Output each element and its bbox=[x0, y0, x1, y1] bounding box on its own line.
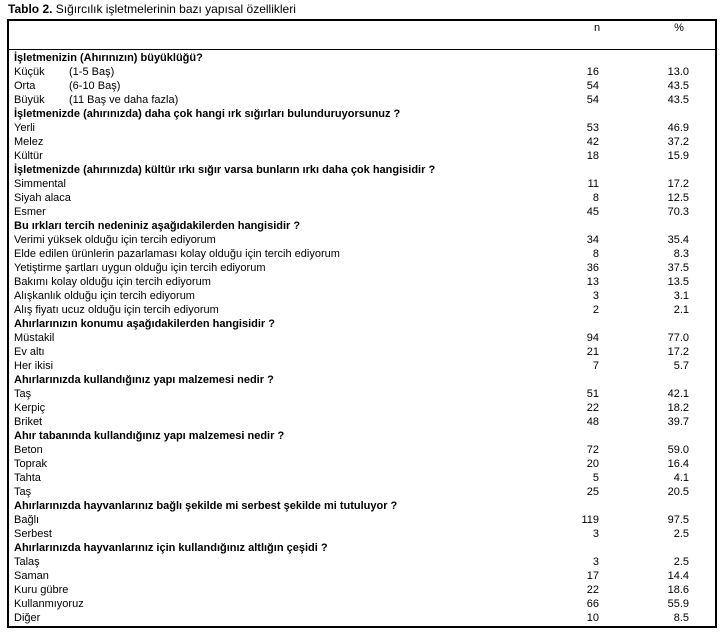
row-label: Bakımı kolay olduğu için tercih ediyorum bbox=[14, 276, 211, 288]
row-label: Toprak bbox=[14, 458, 48, 470]
row-percent-value: 16.4 bbox=[667, 458, 689, 470]
row-label-cell bbox=[14, 471, 41, 485]
header-percent: % bbox=[674, 22, 684, 34]
row-percent-value: 43.5 bbox=[667, 80, 689, 92]
row-percent-value: 17.2 bbox=[667, 178, 689, 190]
table-row bbox=[9, 65, 715, 79]
header-n: n bbox=[593, 22, 601, 34]
table-row bbox=[9, 527, 715, 541]
section-heading bbox=[9, 51, 715, 65]
row-percent-value: 3.1 bbox=[673, 290, 689, 302]
table-row bbox=[9, 121, 715, 135]
table-row bbox=[9, 233, 715, 247]
row-label-cell bbox=[14, 65, 115, 79]
row-percent-value: 17.2 bbox=[667, 346, 689, 358]
row-label: Kültür bbox=[14, 150, 43, 162]
row-percent-value: 46.9 bbox=[667, 122, 689, 134]
row-label-cell bbox=[14, 457, 47, 471]
row-label-cell bbox=[14, 611, 40, 625]
row-n-value: 7 bbox=[592, 360, 599, 372]
row-label: Esmer bbox=[14, 206, 46, 218]
table-row bbox=[9, 135, 715, 149]
row-percent-value: 2.1 bbox=[673, 304, 689, 316]
table-row bbox=[9, 387, 715, 401]
table-row bbox=[9, 359, 715, 373]
section-heading bbox=[9, 317, 715, 331]
section-heading bbox=[9, 499, 715, 513]
row-label-cell bbox=[14, 387, 31, 401]
row-sublabel: (11 Baş ve daha fazla) bbox=[69, 94, 179, 106]
row-label: Talaş bbox=[14, 556, 40, 568]
row-label: Diğer bbox=[14, 612, 41, 624]
row-label: Kullanmıyoruz bbox=[14, 598, 84, 610]
row-n-value: 16 bbox=[586, 66, 599, 78]
table-row bbox=[9, 485, 715, 499]
row-n-value: 48 bbox=[586, 416, 599, 428]
row-label-cell bbox=[14, 527, 52, 541]
row-label-cell bbox=[14, 303, 219, 317]
row-label-cell bbox=[14, 149, 43, 163]
row-n-value: 8 bbox=[592, 192, 599, 204]
table-row bbox=[9, 261, 715, 275]
row-label-cell bbox=[14, 569, 49, 583]
table-row bbox=[9, 569, 715, 583]
row-n-value: 94 bbox=[586, 332, 599, 344]
table-row bbox=[9, 597, 715, 611]
table-row bbox=[9, 149, 715, 163]
row-label: Her ikisi bbox=[14, 360, 54, 372]
row-label: Elde edilen ürünlerin pazarlaması kolay olduğu için tercih ediyorum bbox=[14, 248, 340, 260]
row-n-value: 51 bbox=[586, 388, 599, 400]
table-row bbox=[9, 555, 715, 569]
row-percent-value: 42.1 bbox=[667, 388, 689, 400]
row-label: Saman bbox=[14, 570, 49, 582]
section-heading bbox=[9, 541, 715, 555]
row-label-cell bbox=[14, 121, 35, 135]
row-n-value: 11 bbox=[587, 178, 599, 190]
row-label: Ev altı bbox=[14, 346, 45, 358]
row-label: Serbest bbox=[14, 528, 52, 540]
row-n-value: 54 bbox=[586, 94, 599, 106]
table-row bbox=[9, 611, 715, 625]
row-label-cell bbox=[14, 191, 71, 205]
table-row bbox=[9, 443, 715, 457]
row-percent-value: 97.5 bbox=[667, 514, 689, 526]
section-heading bbox=[9, 373, 715, 387]
row-percent-value: 18.2 bbox=[667, 402, 689, 414]
row-percent-value: 43.5 bbox=[667, 94, 689, 106]
row-label-cell bbox=[14, 513, 39, 527]
row-label-cell bbox=[14, 359, 53, 373]
row-label: Taş bbox=[14, 388, 32, 400]
table-row bbox=[9, 275, 715, 289]
table-row bbox=[9, 583, 715, 597]
row-n-value: 21 bbox=[586, 346, 599, 358]
row-label: Bağlı bbox=[14, 514, 40, 526]
row-percent-value: 12.5 bbox=[667, 192, 689, 204]
section-title: Ahırlarınızda hayvanlarınız için kullandığınız altlığın çeşidi ? bbox=[14, 542, 328, 554]
row-label: Büyük bbox=[14, 94, 45, 106]
section-title: İşletmenizde (ahırınızda) daha çok hangi ırk sığırları bulunduruyorsunuz ? bbox=[14, 108, 401, 120]
section-heading bbox=[9, 107, 715, 121]
row-label: Simmental bbox=[14, 178, 66, 190]
row-percent-value: 4.1 bbox=[673, 472, 689, 484]
row-n-value: 13 bbox=[586, 276, 599, 288]
section-heading bbox=[9, 219, 715, 233]
row-label-cell bbox=[14, 415, 42, 429]
table-row bbox=[9, 79, 715, 93]
table-row bbox=[9, 471, 715, 485]
table-row bbox=[9, 345, 715, 359]
table-title: Sığırcılık işletmelerinin bazı yapısal özellikleri bbox=[55, 2, 296, 16]
row-n-value: 45 bbox=[586, 206, 599, 218]
row-label-cell bbox=[14, 93, 179, 107]
row-label: Küçük bbox=[14, 66, 45, 78]
row-label-cell bbox=[14, 443, 43, 457]
row-n-value: 36 bbox=[586, 262, 599, 274]
table-header bbox=[9, 21, 715, 50]
table-row bbox=[9, 93, 715, 107]
section-title: Bu ırkları tercih nedeniniz aşağıdakilerden hangisidir ? bbox=[14, 220, 301, 232]
row-label: Beton bbox=[14, 444, 43, 456]
row-n-value: 5 bbox=[592, 472, 599, 484]
section-heading bbox=[9, 163, 715, 177]
table-row bbox=[9, 289, 715, 303]
row-label: Verimi yüksek olduğu için tercih ediyorum bbox=[14, 234, 216, 246]
table-row bbox=[9, 331, 715, 345]
row-label: Siyah alaca bbox=[14, 192, 71, 204]
row-percent-value: 13.0 bbox=[667, 66, 689, 78]
row-label-cell bbox=[14, 555, 40, 569]
row-percent-value: 8.5 bbox=[673, 612, 689, 624]
row-percent-value: 37.2 bbox=[667, 136, 689, 148]
row-n-value: 54 bbox=[586, 80, 599, 92]
row-n-value: 42 bbox=[586, 136, 599, 148]
row-label-cell bbox=[14, 275, 211, 289]
row-n-value: 17 bbox=[586, 570, 599, 582]
row-label: Müstakil bbox=[14, 332, 55, 344]
table-row bbox=[9, 205, 715, 219]
row-n-value: 3 bbox=[592, 528, 599, 540]
section-title: İşletmenizde (ahırınızda) kültür ırkı sığır varsa bunların ırkı daha çok hangisidir ? bbox=[14, 164, 436, 176]
row-n-value: 22 bbox=[586, 584, 599, 596]
row-n-value: 119 bbox=[581, 514, 599, 526]
table-number: Tablo 2. bbox=[8, 2, 53, 16]
row-label-cell bbox=[14, 205, 46, 219]
row-n-value: 25 bbox=[586, 486, 599, 498]
row-label-cell bbox=[14, 331, 54, 345]
row-label: Yerli bbox=[14, 122, 35, 134]
row-n-value: 20 bbox=[586, 458, 599, 470]
row-percent-value: 39.7 bbox=[667, 416, 689, 428]
row-percent-value: 37.5 bbox=[667, 262, 689, 274]
row-n-value: 18 bbox=[586, 150, 599, 162]
row-sublabel: (6-10 Baş) bbox=[69, 80, 121, 92]
row-percent-value: 13.5 bbox=[667, 276, 689, 288]
row-percent-value: 70.3 bbox=[667, 206, 689, 218]
row-label-cell bbox=[14, 261, 266, 275]
section-title: Ahırlarınızda kullandığınız yapı malzemesi nedir ? bbox=[14, 374, 274, 386]
section-title: Ahırlarınızda hayvanlarınız bağlı şekilde mi serbest şekilde mi tutuluyor ? bbox=[14, 500, 398, 512]
row-label: Kerpiç bbox=[14, 402, 46, 414]
row-percent-value: 8.3 bbox=[673, 248, 689, 260]
section-heading bbox=[9, 429, 715, 443]
row-label: Melez bbox=[14, 136, 44, 148]
row-label-cell bbox=[14, 583, 68, 597]
row-n-value: 53 bbox=[586, 122, 599, 134]
row-label-cell bbox=[14, 345, 45, 359]
table-row bbox=[9, 513, 715, 527]
row-n-value: 34 bbox=[586, 234, 599, 246]
row-label: Taş bbox=[14, 486, 32, 498]
row-sublabel: (1-5 Baş) bbox=[69, 66, 115, 78]
table-row bbox=[9, 247, 715, 261]
row-label-cell bbox=[14, 233, 216, 247]
row-percent-value: 77.0 bbox=[667, 332, 689, 344]
row-percent-value: 14.4 bbox=[667, 570, 689, 582]
row-percent-value: 5.7 bbox=[673, 360, 689, 372]
row-n-value: 8 bbox=[592, 248, 599, 260]
row-percent-value: 59.0 bbox=[667, 444, 689, 456]
row-label-cell bbox=[14, 597, 84, 611]
row-label-cell bbox=[14, 247, 340, 261]
row-label: Orta bbox=[14, 80, 36, 92]
table-row bbox=[9, 177, 715, 191]
row-n-value: 2 bbox=[592, 304, 599, 316]
row-label-cell bbox=[14, 177, 66, 191]
data-table bbox=[7, 19, 717, 628]
section-title: İşletmenizin (Ahırınızın) büyüklüğü? bbox=[14, 52, 203, 64]
row-percent-value: 2.5 bbox=[673, 556, 689, 568]
row-percent-value: 55.9 bbox=[667, 598, 689, 610]
table-row bbox=[9, 303, 715, 317]
row-label-cell bbox=[14, 79, 121, 93]
row-n-value: 3 bbox=[592, 556, 599, 568]
row-n-value: 3 bbox=[592, 290, 599, 302]
row-label: Yetiştirme şartları uygun olduğu için tercih ediyorum bbox=[14, 262, 266, 274]
row-n-value: 66 bbox=[586, 598, 599, 610]
row-label-cell bbox=[14, 135, 43, 149]
section-title: Ahır tabanında kullandığınız yapı malzemesi nedir ? bbox=[14, 430, 285, 442]
row-label: Briket bbox=[14, 416, 43, 428]
table-row bbox=[9, 415, 715, 429]
row-percent-value: 2.5 bbox=[673, 528, 689, 540]
row-label: Tahta bbox=[14, 472, 41, 484]
row-n-value: 22 bbox=[586, 402, 599, 414]
row-label-cell bbox=[14, 401, 45, 415]
row-n-value: 10 bbox=[586, 612, 599, 624]
row-percent-value: 15.9 bbox=[667, 150, 689, 162]
table-caption bbox=[8, 2, 296, 17]
row-n-value: 72 bbox=[586, 444, 599, 456]
row-label: Kuru gübre bbox=[14, 584, 69, 596]
table-row bbox=[9, 401, 715, 415]
row-label: Alışkanlık olduğu için tercih ediyorum bbox=[14, 290, 195, 302]
section-title: Ahırlarınızın konumu aşağıdakilerden hangisidir ? bbox=[14, 318, 275, 330]
row-label-cell bbox=[14, 485, 31, 499]
table-body bbox=[9, 51, 715, 625]
table-row bbox=[9, 457, 715, 471]
row-percent-value: 35.4 bbox=[667, 234, 689, 246]
row-label-cell bbox=[14, 289, 195, 303]
row-percent-value: 20.5 bbox=[667, 486, 689, 498]
row-label: Alış fiyatı ucuz olduğu için tercih ediyorum bbox=[14, 304, 219, 316]
table-row bbox=[9, 191, 715, 205]
row-percent-value: 18.6 bbox=[667, 584, 689, 596]
